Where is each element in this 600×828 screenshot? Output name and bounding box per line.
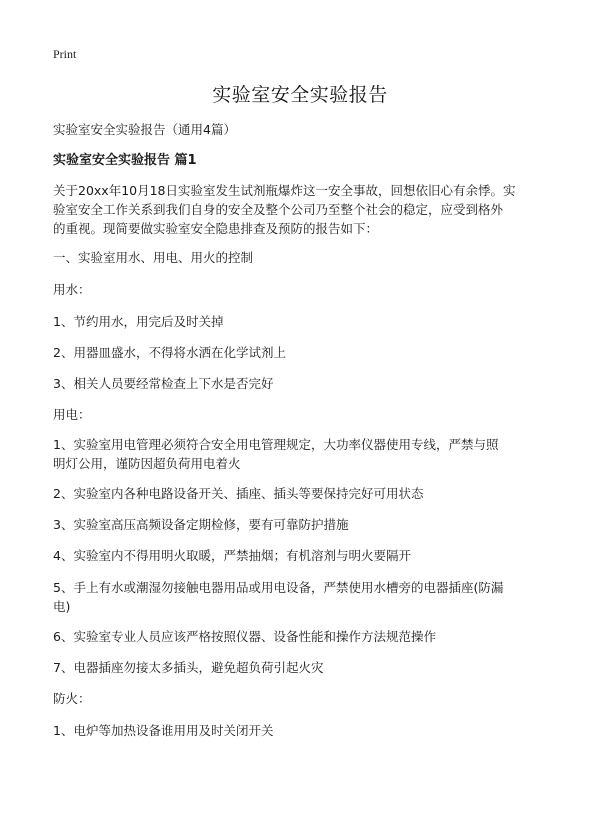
intro-line: 验室安全工作关系到我们自身的安全及整个公司乃至整个社会的稳定，应受到格外 [53,202,504,217]
intro-line: 的重视。现简要做实验室安全隐患排查及预防的报告如下： [53,221,379,236]
water-item: 1、节约用水，用完后及时关掉 [53,314,224,329]
power-item: 4、实验室内不得用明火取暖，严禁抽烟；有机溶剂与明火要隔开 [53,548,411,563]
water-label: 用水： [53,282,91,297]
water-item: 3、相关人员要经常检查上下水是否完好 [53,376,274,391]
fire-item: 1、电炉等加热设备谁用用及时关闭开关 [53,723,274,738]
document-subtitle: 实验室安全实验报告（通用4篇） [53,122,236,137]
power-item-continued: 电) [53,599,71,614]
power-item: 3、实验室高压高频设备定期检修，要有可靠防护措施 [53,517,349,532]
power-item-continued: 明灯公用，谨防因超负荷用电着火 [53,456,241,471]
section-heading: 实验室安全实验报告 篇1 [53,153,197,168]
part-title: 一、实验室用水、用电、用火的控制 [53,250,254,265]
fire-label: 防火： [53,691,91,706]
power-label: 用电： [53,407,91,422]
print-label[interactable]: Print [53,47,77,61]
power-item: 2、实验室内各种电路设备开关、插座、插头等要保持完好可用状态 [53,486,424,501]
page-title: 实验室安全实验报告 [212,84,388,106]
power-item: 7、电器插座勿接太多插头，避免超负荷引起火灾 [53,660,324,675]
intro-line: 关于20xx年10月18日实验室发生试剂瓶爆炸这一安全事故，回想依旧心有余悸。实 [53,183,516,198]
power-item: 6、实验室专业人员应该严格按照仪器、设备性能和操作方法规范操作 [53,629,436,644]
power-item: 1、实验室用电管理必须符合安全用电管理规定，大功率仪器使用专线，严禁与照 [53,437,499,452]
water-item: 2、用器皿盛水，不得将水洒在化学试剂上 [53,345,286,360]
power-item: 5、手上有水或潮湿勿接触电器用品或用电设备，严禁使用水槽旁的电器插座(防漏 [53,580,504,595]
